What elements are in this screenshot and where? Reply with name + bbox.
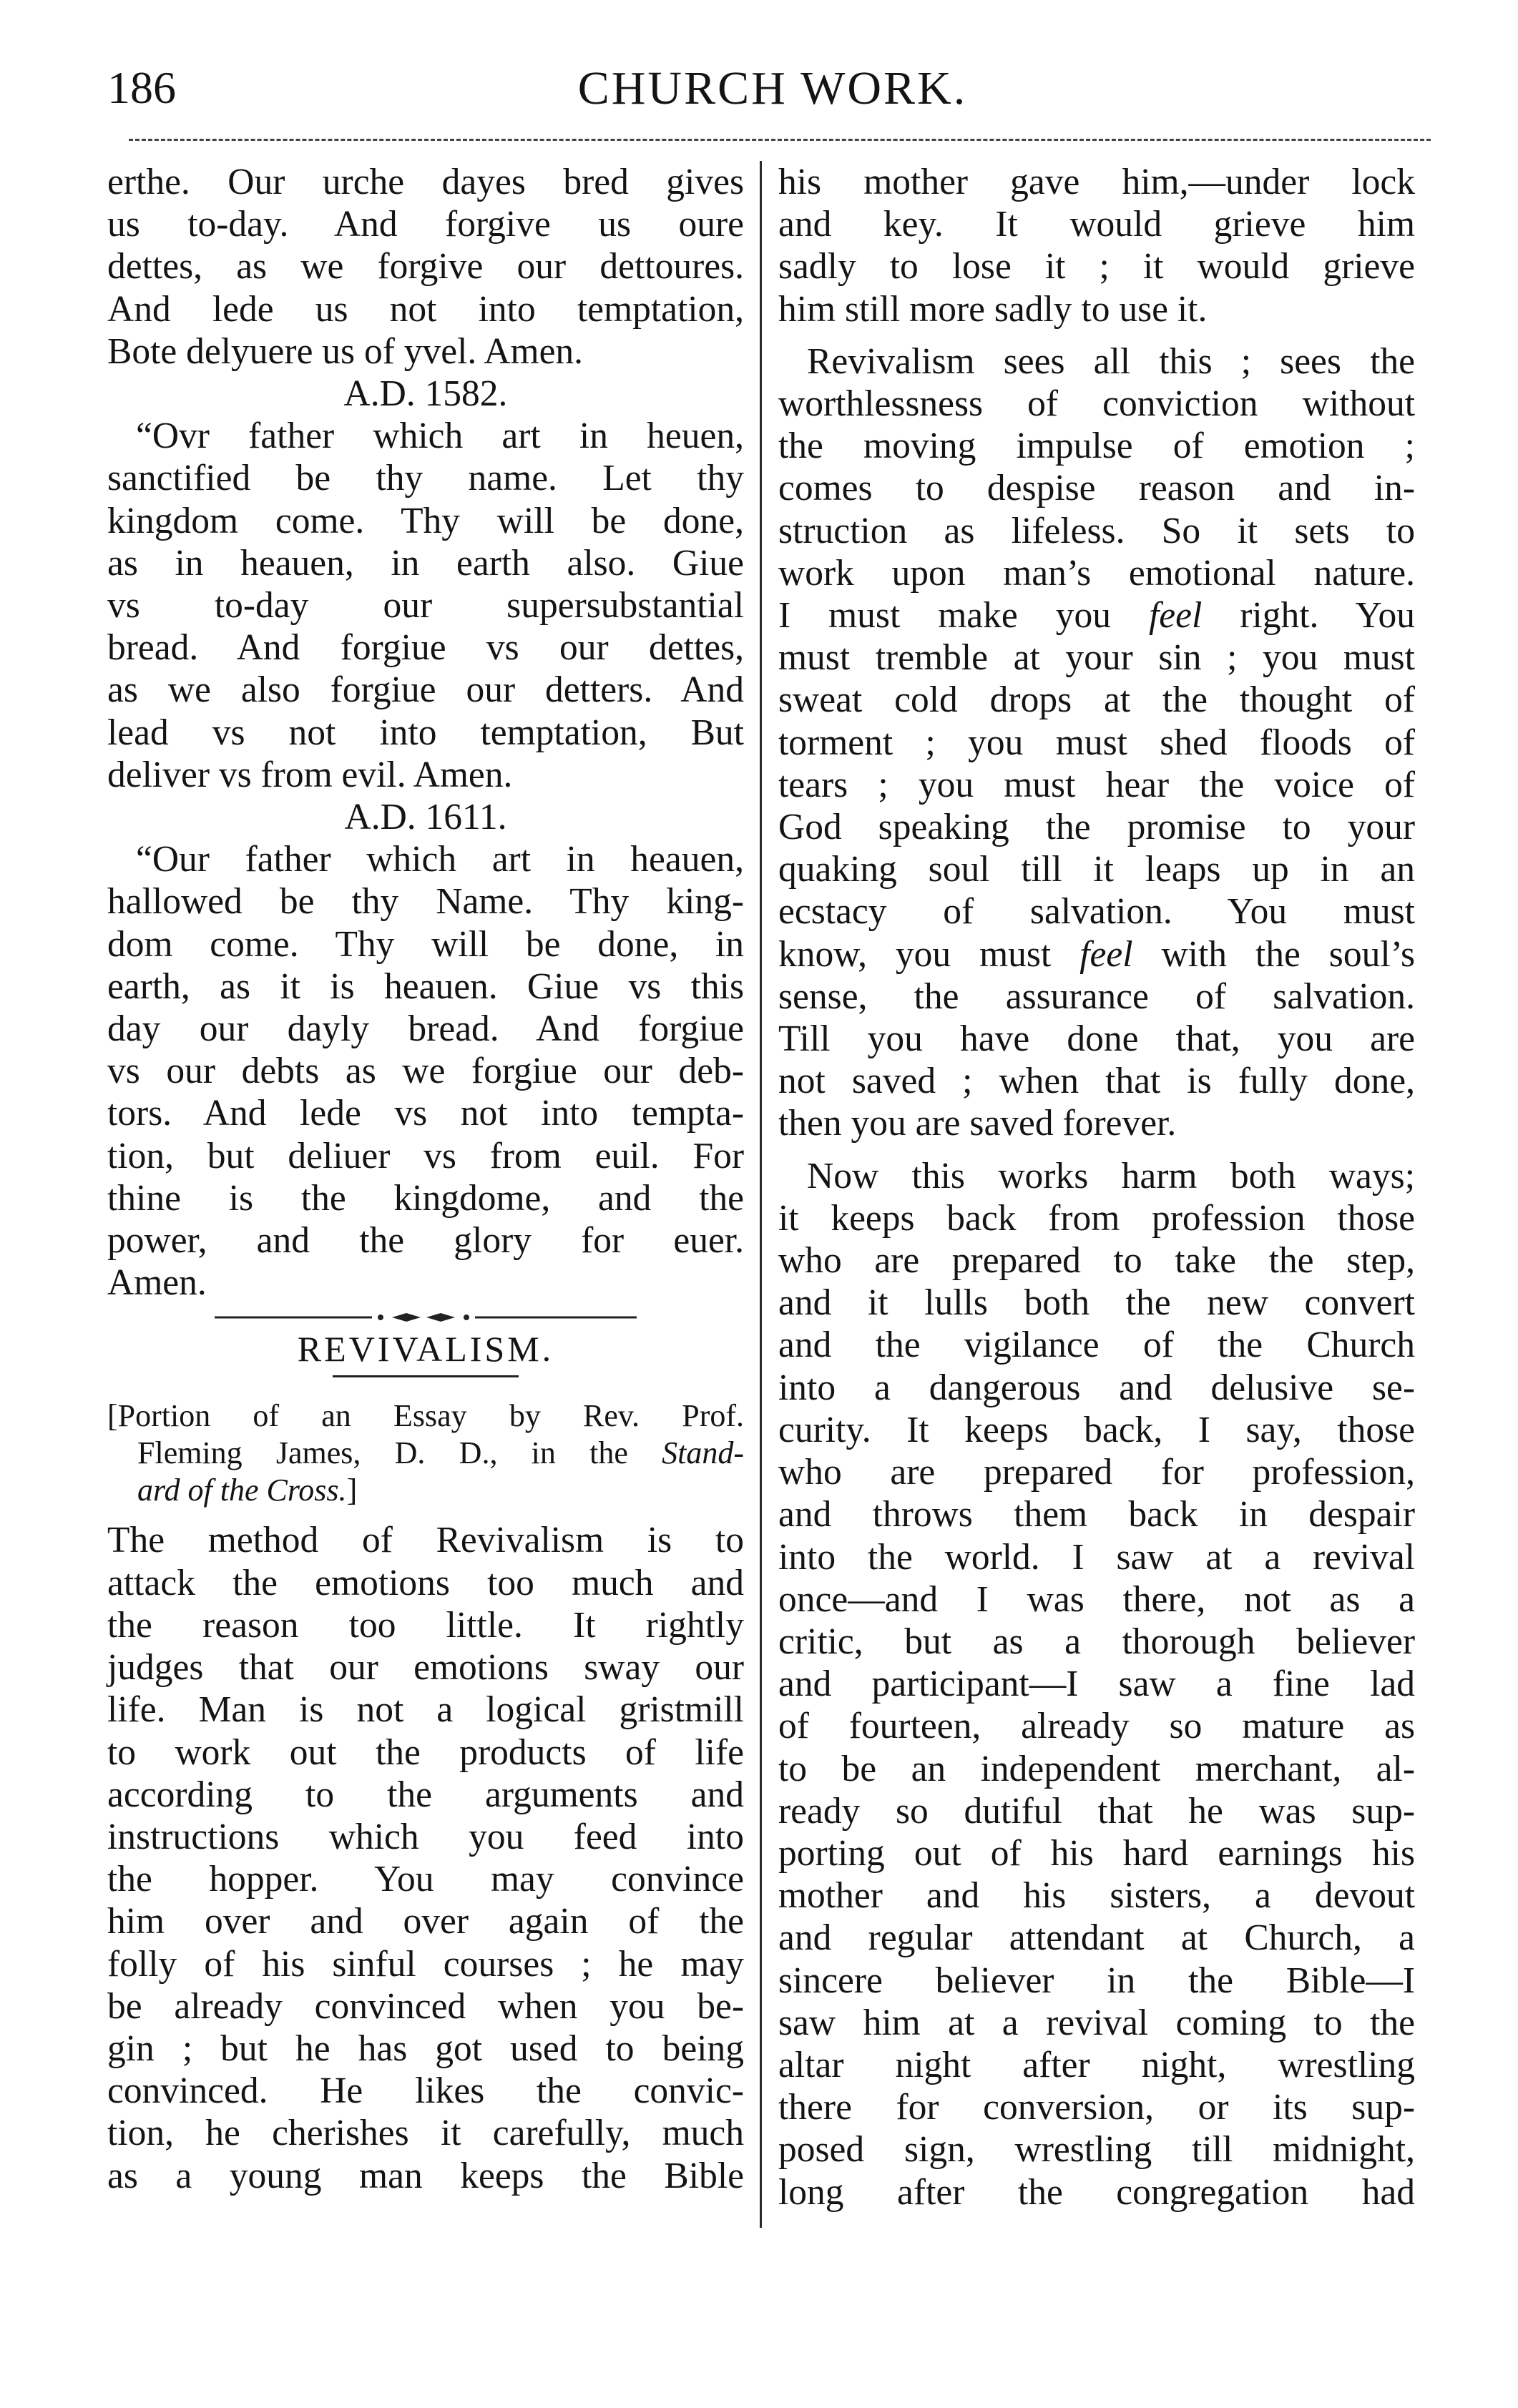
text-line: The method of Revivalism is to	[107, 1520, 744, 1561]
text-line: us to-day. And forgive us oure	[107, 204, 744, 245]
column-divider	[760, 161, 762, 2228]
text-line: thine is the kingdome, and the	[107, 1177, 744, 1219]
note-line: Fleming James, D. D., in the Stand-	[137, 1435, 745, 1471]
left-column	[107, 161, 744, 2197]
text-line: his mother gave him,—under lock	[778, 162, 1415, 202]
text-line: and key. It would grieve him	[778, 204, 1415, 245]
text-line: as we also forgiue our detters. And	[107, 669, 744, 711]
section-title: REVIVALISM.	[297, 1329, 554, 1370]
editorial-note	[107, 1397, 744, 1509]
text-line: there for conversion, or its sup-	[778, 2087, 1415, 2128]
text-line: the moving impulse of emotion ;	[778, 426, 1415, 467]
text-line: folly of his sinful courses ; he may	[107, 1943, 744, 1985]
text-line: vs our debts as we forgiue our deb-	[107, 1051, 744, 1092]
text-line: life. Man is not a logical gristmill	[107, 1689, 744, 1731]
text-line: mother and his sisters, a devout	[778, 1875, 1415, 1917]
text-line: work upon man’s emotional nature.	[778, 552, 1415, 594]
text-line: hallowed be thy Name. Thy king-	[107, 881, 744, 923]
text-line: altar night after night, wrestling	[778, 2044, 1415, 2085]
text-line: tears ; you must hear the voice of	[778, 764, 1415, 805]
paragraph-revivalism-method	[107, 1519, 744, 2196]
right-column	[778, 161, 1415, 2213]
paragraph-lords-prayer-1582	[107, 415, 744, 796]
text-line: according to the arguments and	[107, 1774, 744, 1815]
text-line: and participant—I saw a fine lad	[778, 1664, 1415, 1705]
text-line: long after the congregation had	[778, 2171, 1415, 2213]
paragraph-lords-prayer-early	[107, 161, 744, 373]
heading-ad-1611: A.D. 1611.	[344, 797, 507, 838]
text-line: lead vs not into temptation, But	[107, 712, 744, 753]
text-line: not saved ; when that is fully done,	[778, 1061, 1415, 1102]
paragraph-harm-both-ways	[778, 1155, 1415, 2213]
text-line: and the vigilance of the Church	[778, 1325, 1415, 1366]
text-line: critic, but as a thorough believer	[778, 1621, 1415, 1662]
text-line: day our dayly bread. And forgiue	[107, 1008, 744, 1050]
text-line: the hopper. You may convince	[107, 1859, 744, 1900]
text-line: to be an independent merchant, al-	[778, 1748, 1415, 1789]
text-line: torment ; you must shed floods of	[778, 722, 1415, 763]
text-line: ecstacy of salvation. You must	[778, 891, 1415, 933]
text-line: tion, he cherishes it carefully, much	[107, 2113, 744, 2154]
paragraph-revivalism-sees	[778, 340, 1415, 1145]
text-line: sincere believer in the Bible—I	[778, 1960, 1415, 2001]
text-line: who are prepared for profession,	[778, 1452, 1415, 1493]
text-line: who are prepared to take the step,	[778, 1240, 1415, 1282]
running-head: CHURCH WORK.	[577, 62, 968, 114]
text-line: ready so dutiful that he was sup-	[778, 1790, 1415, 1832]
text-line: then you are saved forever.	[778, 1103, 1177, 1144]
page-header	[107, 62, 1438, 126]
text-line: instructions which you feed into	[107, 1816, 744, 1857]
text-line: Amen.	[107, 1262, 207, 1304]
text-line: into the world. I saw at a revival	[778, 1536, 1415, 1578]
text-line: tion, but deliuer vs from euil. For	[107, 1135, 744, 1176]
text-line: attack the emotions too much and	[107, 1562, 744, 1603]
text-line: sense, the assurance of salvation.	[778, 976, 1415, 1017]
text-line: I must make you feel right. You	[778, 595, 1415, 637]
note-line: [Portion of an Essay by Rev. Prof.	[107, 1398, 744, 1434]
text-line: vs to-day our supersubstantial	[107, 585, 744, 626]
page-number: 186	[107, 62, 176, 113]
text-line: Now this works harm both ways;	[807, 1155, 1415, 1196]
paragraph-lords-prayer-1611	[107, 838, 744, 1304]
text-line: gin ; but he has got used to being	[107, 2028, 744, 2069]
text-line: into a dangerous and delusive se-	[778, 1367, 1415, 1408]
text-line: And lede us not into temptation,	[107, 288, 744, 330]
paragraph-bible-continuation	[778, 161, 1415, 330]
text-line: saw him at a revival coming to the	[778, 2002, 1415, 2043]
text-line: it keeps back from profession those	[778, 1197, 1415, 1239]
text-line: of fourteen, already so mature as	[778, 1706, 1415, 1747]
text-line: and throws them back in despair	[778, 1494, 1415, 1535]
text-line: quaking soul till it leaps up in an	[778, 849, 1415, 890]
title-rule	[333, 1375, 519, 1377]
text-line: must tremble at your sin ; you must	[778, 637, 1415, 679]
text-line: him over and over again of the	[107, 1901, 744, 1942]
text-line: dettes, as we forgive our dettoures.	[107, 246, 744, 288]
text-line: once—and I was there, not as a	[778, 1578, 1415, 1620]
text-line: sweat cold drops at the thought of	[778, 679, 1415, 721]
text-line: know, you must feel with the soul’s	[778, 933, 1415, 975]
text-line: curity. It keeps back, I say, those	[778, 1409, 1415, 1450]
text-line: him still more sadly to use it.	[778, 288, 1208, 330]
text-line: convinced. He likes the convic-	[107, 2070, 744, 2112]
text-line: as in heauen, in earth also. Giue	[107, 542, 744, 584]
text-line: sanctified be thy name. Let thy	[107, 458, 744, 499]
text-line: and it lulls both the new convert	[778, 1282, 1415, 1324]
text-line: the reason too little. It rightly	[107, 1604, 744, 1646]
text-line: Till you have done that, you are	[778, 1018, 1415, 1060]
heading-ad-1582: A.D. 1582.	[343, 373, 508, 415]
text-line: struction as lifeless. So it sets to	[778, 510, 1415, 551]
text-line: tors. And lede vs not into tempta-	[107, 1093, 744, 1134]
text-line: dom come. Thy will be done, in	[107, 923, 744, 965]
text-line: sadly to lose it ; it would grieve	[778, 246, 1415, 288]
text-line: erthe. Our urche dayes bred gives	[107, 162, 744, 202]
text-line: comes to despise reason and in-	[778, 468, 1415, 509]
text-line: to work out the products of life	[107, 1731, 744, 1773]
text-line: and regular attendant at Church, a	[778, 1917, 1415, 1959]
text-line: Bote delyuere us of yvel. Amen.	[107, 330, 584, 372]
text-line: be already convinced when you be-	[107, 1985, 744, 2027]
text-line: porting out of his hard earnings his	[778, 1832, 1415, 1874]
text-line: bread. And forgiue vs our dettes,	[107, 627, 744, 669]
text-line: earth, as it is heauen. Giue vs this	[107, 965, 744, 1007]
text-line: “Ovr father which art in heuen,	[136, 416, 744, 457]
text-line: power, and the glory for euer.	[107, 1220, 744, 1262]
text-line: Revivalism sees all this ; sees the	[807, 340, 1415, 382]
text-line: posed sign, wrestling till midnight,	[778, 2129, 1415, 2171]
text-line: worthlessness of conviction without	[778, 383, 1415, 425]
header-rule	[129, 139, 1431, 141]
text-line: kingdom come. Thy will be done,	[107, 500, 744, 541]
section-ornament	[215, 1311, 637, 1324]
text-line: judges that our emotions sway our	[107, 1647, 744, 1689]
text-line: deliver vs from evil. Amen.	[107, 754, 513, 795]
text-line: “Our father which art in heauen,	[136, 839, 744, 880]
text-line: God speaking the promise to your	[778, 807, 1415, 848]
text-line: as a young man keeps the Bible	[107, 2155, 744, 2196]
note-line: ard of the Cross.]	[137, 1473, 358, 1508]
